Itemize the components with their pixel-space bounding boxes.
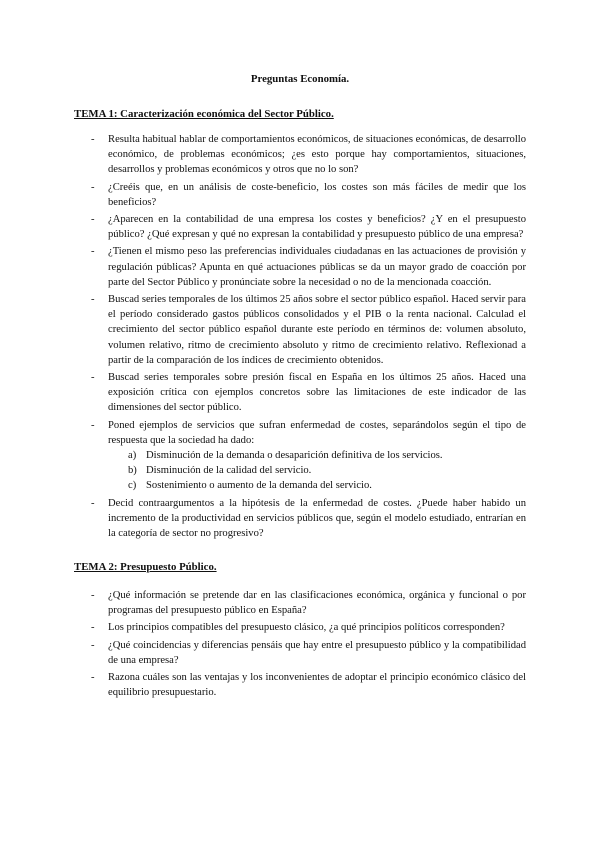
tema2-question-3 xyxy=(91,638,526,668)
sub-letter: a) xyxy=(128,450,137,462)
bullet-dash: - xyxy=(91,622,95,634)
sub-letter: c) xyxy=(128,480,137,492)
bullet-dash: - xyxy=(91,214,95,226)
bullet-dash: - xyxy=(91,672,95,684)
bullet-dash: - xyxy=(91,590,95,601)
tema1-question-1 xyxy=(91,132,526,178)
tema1-question-7 xyxy=(91,418,526,494)
subquestion-a xyxy=(128,448,526,463)
tema2-question-list xyxy=(91,588,526,702)
tema2-question-1 xyxy=(91,588,526,618)
bullet-dash: - xyxy=(91,181,95,193)
question-text: Buscad series temporales de los últimos 25 años sobre el sector público español. Haced servir para el período considerado gastos públicos consolidados y el PIB o la renta nacional. Calculad el crecimiento del sector público español durante este período en términos de: volumen absoluto, volumen relativo, ritmo de crecimiento absoluto y ritmo de crecimiento relativo. Reflexionad a partir de la comparación de los índices de crecimiento obtenidos. xyxy=(108,294,526,366)
tema2-question-4 xyxy=(91,670,526,700)
bullet-dash: - xyxy=(91,639,95,651)
question-text: ¿Aparecen en la contabilidad de una empresa los costes y beneficios? ¿Y en el presupuesto público? ¿Qué expresan y qué no expresan la contabilidad y presupuesto público de una empresa? xyxy=(108,214,526,241)
tema1-question-4 xyxy=(91,244,526,290)
tema2-heading: TEMA 2: Presupuesto Público. xyxy=(74,561,217,573)
subquestion-b xyxy=(128,463,526,478)
bullet-dash: - xyxy=(91,246,95,258)
tema1-question-2 xyxy=(91,180,526,210)
question-text: Resulta habitual hablar de comportamientos económicos, de situaciones económicas, de desarrollo económico, de problemas económicos; ¿es esto porque hay comportamientos, situaciones, desarrollos y problemas económicos y otros que no lo son? xyxy=(108,134,526,176)
tema1-question-3 xyxy=(91,212,526,242)
tema1-question-6 xyxy=(91,370,526,416)
tema1-question-list xyxy=(91,132,526,543)
bullet-dash: - xyxy=(91,372,95,384)
tema2-question-2 xyxy=(91,620,526,635)
subquestion-text: Sostenimiento o aumento de la demanda del servicio. xyxy=(146,480,372,492)
document-title: Preguntas Economía. xyxy=(250,73,350,85)
tema1-subquestion-list xyxy=(108,448,526,494)
subquestion-text: Disminución de la calidad del servicio. xyxy=(146,465,312,477)
question-text: ¿Qué coincidencias y diferencias pensáis que hay entre el presupuesto público y la compatibilidad de una empresa? xyxy=(108,639,526,666)
question-text: ¿Tienen el mismo peso las preferencias individuales ciudadanas en las actuaciones de provisión y regulación públicas? Apunta en qué actuaciones públicas se da un mayor grado de coacción por parte del Sector Público y pronúnciate sobre la necesidad o no de la mencionada coacción. xyxy=(108,246,526,288)
bullet-dash: - xyxy=(91,134,95,145)
tema1-question-5 xyxy=(91,292,526,368)
subquestion-text: Disminución de la demanda o desaparición definitiva de los servicios. xyxy=(146,450,443,462)
tema1-question-8 xyxy=(91,496,526,542)
question-text: ¿Qué información se pretende dar en las clasificaciones económica, orgánica y funcional o por programas del presupuesto público en España? xyxy=(108,590,526,617)
bullet-dash: - xyxy=(91,294,95,306)
question-text: Poned ejemplos de servicios que sufran enfermedad de costes, separándolos según el tipo de respuesta que la sociedad ha dado: xyxy=(108,419,526,446)
question-text: Buscad series temporales sobre presión fiscal en España en los últimos 25 años. Haced una exposición crítica con ejemplos concretos sobre las limitaciones de este indicador de las dimensiones del sector público. xyxy=(108,372,526,414)
question-text: ¿Creéis que, en un análisis de coste-beneficio, los costes son más fáciles de medir que los beneficios? xyxy=(108,181,526,208)
question-text: Los principios compatibles del presupuesto clásico, ¿a qué principios políticos corresponden? xyxy=(108,622,505,634)
question-text: Razona cuáles son las ventajas y los inconvenientes de adoptar el principio económico clásico del equilibrio presupuestario. xyxy=(108,672,526,699)
tema1-heading: TEMA 1: Caracterización económica del Sector Público. xyxy=(74,108,334,120)
sub-letter: b) xyxy=(128,465,137,477)
bullet-dash: - xyxy=(91,497,95,509)
question-text: Decid contraargumentos a la hipótesis de la enfermedad de costes. ¿Puede haber habido un incremento de la productividad en servicios públicos que, según el modelo estudiado, entrarían en la categoría de sector no progresivo? xyxy=(108,497,526,540)
subquestion-c xyxy=(128,478,526,493)
bullet-dash: - xyxy=(91,419,95,431)
